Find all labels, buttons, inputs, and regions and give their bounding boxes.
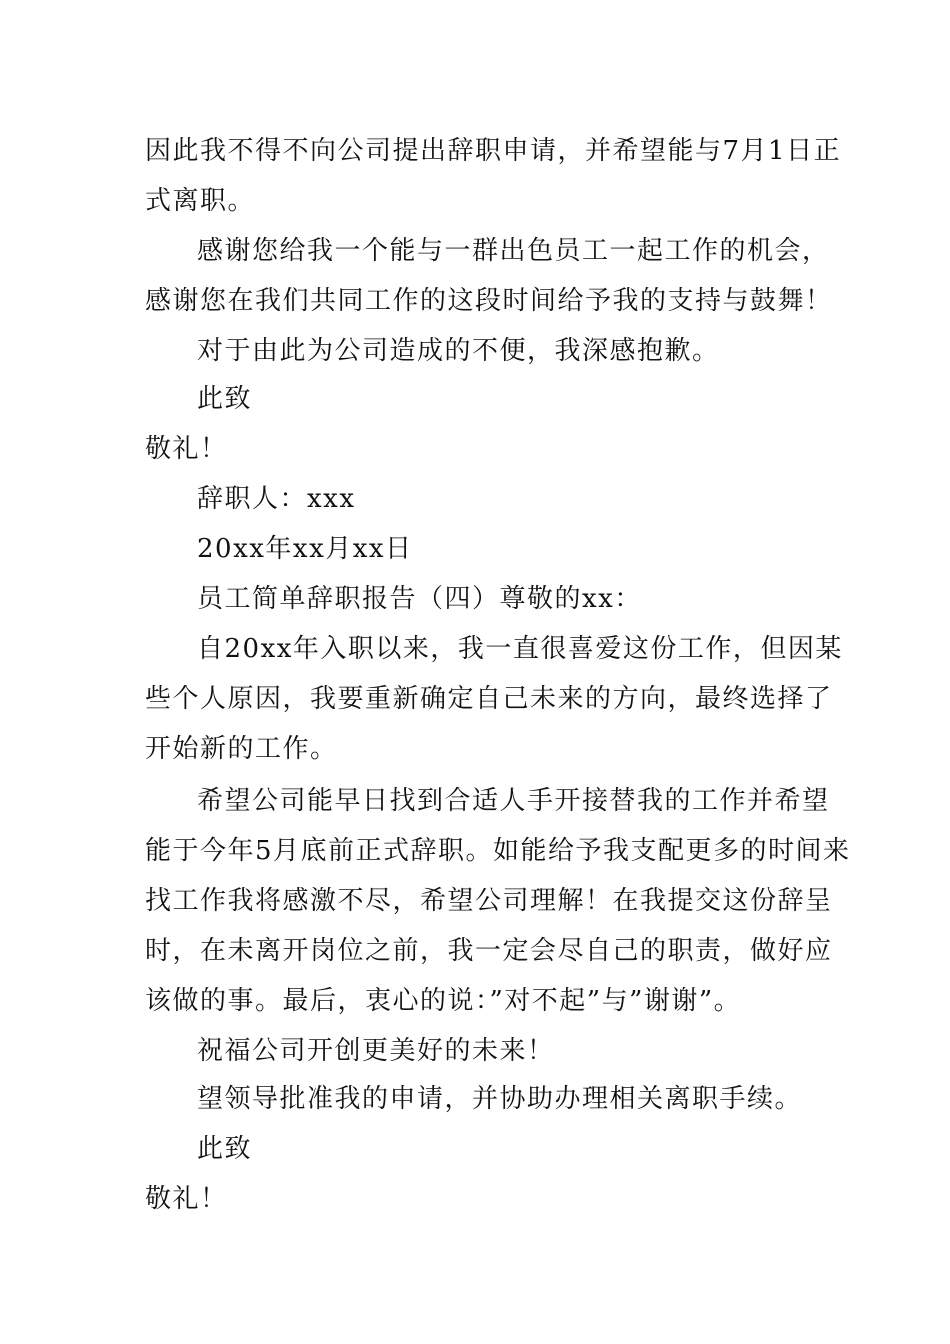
text-line: 能于今年5月底前正式辞职。如能给予我支配更多的时间来 [145, 836, 851, 866]
closing-line: 此致 [197, 384, 253, 414]
text-line: 自20xx年入职以来，我一直很喜爱这份工作，但因某 [197, 634, 843, 664]
text-line: 因此我不得不向公司提出辞职申请，并希望能与7月1日正 [145, 136, 842, 166]
text-line: 感谢您在我们共同工作的这段时间给予我的支持与鼓舞！ [145, 286, 833, 316]
signature-line: 辞职人：xxx [197, 484, 356, 514]
date-line: 20xx年xx月xx日 [197, 534, 413, 564]
salutation-line: 敬礼！ [145, 1184, 228, 1214]
section-heading: 员工简单辞职报告（四）尊敬的xx： [197, 584, 642, 614]
text-line: 找工作我将感激不尽，希望公司理解！在我提交这份辞呈 [145, 886, 833, 916]
text-line: 些个人原因，我要重新确定自己未来的方向，最终选择了 [145, 684, 833, 714]
text-line: 祝福公司开创更美好的未来！ [197, 1036, 555, 1066]
text-line: 式离职。 [145, 186, 256, 216]
text-line: 希望公司能早日找到合适人手开接替我的工作并希望 [197, 786, 830, 816]
salutation-line: 敬礼！ [145, 434, 228, 464]
text-line: 该做的事。最后，衷心的说：”对不起”与”谢谢”。 [145, 986, 742, 1016]
text-line: 开始新的工作。 [145, 734, 338, 764]
text-line: 望领导批准我的申请，并协助办理相关离职手续。 [197, 1084, 803, 1114]
closing-line: 此致 [197, 1134, 253, 1164]
text-line: 感谢您给我一个能与一群出色员工一起工作的机会， [197, 236, 830, 266]
text-line: 对于由此为公司造成的不便，我深感抱歉。 [197, 336, 720, 366]
text-line: 时，在未离开岗位之前，我一定会尽自己的职责，做好应 [145, 936, 833, 966]
